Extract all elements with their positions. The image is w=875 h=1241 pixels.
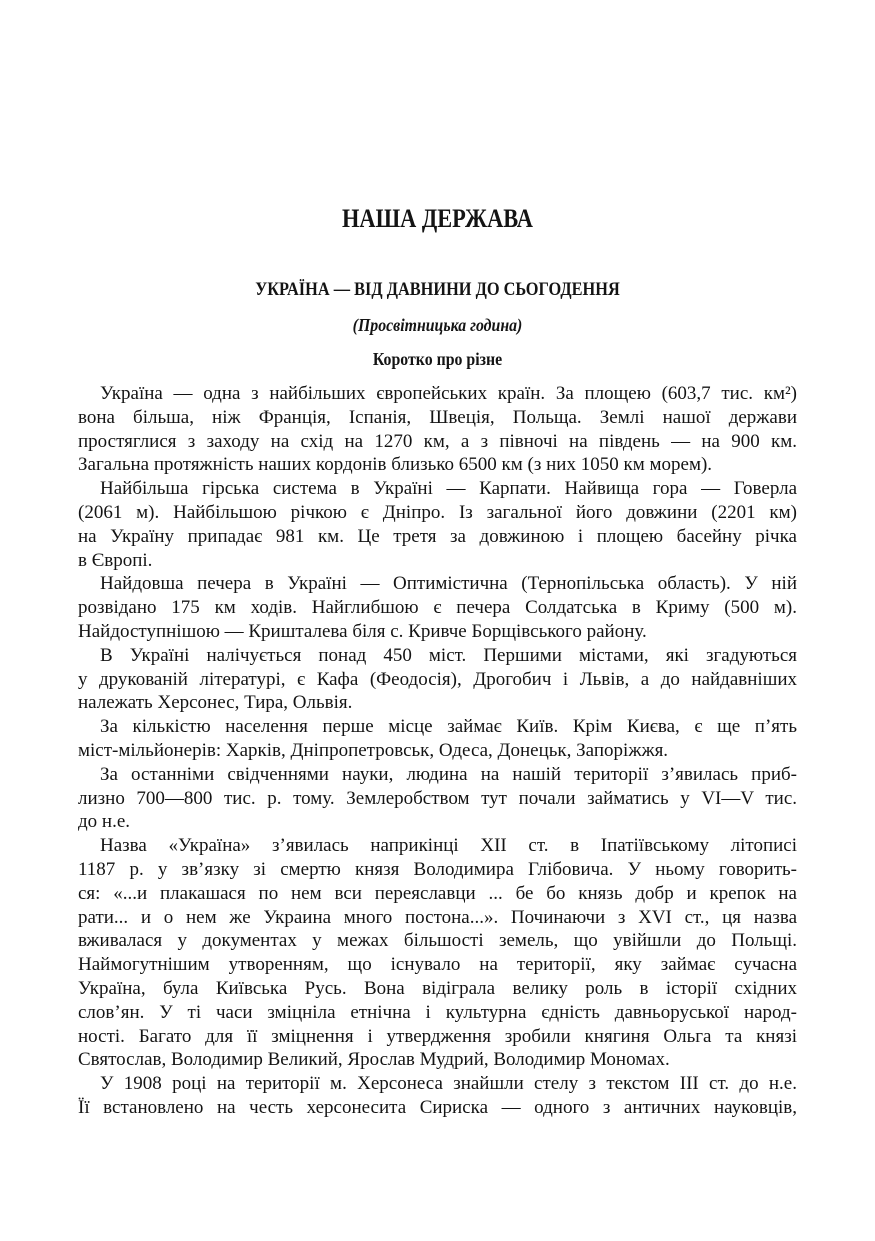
text-line: Україна, була Київська Русь. Вона відіграла велику роль в історії східних — [78, 977, 797, 999]
text-line: В Україні налічується понад 450 міст. Першими містами, які згадуються — [100, 644, 797, 666]
text-line: міст-мільйонерів: Харків, Дніпропетровськ, Одеса, Донецьк, Запоріжжя. — [78, 739, 669, 761]
text-line: Україна — одна з найбільших європейських країн. За площею (603,7 тис. км²) — [100, 383, 797, 404]
text-line: Назва «Україна» з’явилась наприкінці XII ст. в Іпатіївському літописі — [100, 835, 797, 857]
text-line: розвідано 175 км ходів. Найглибшою є печера Солдатська в Криму (500 м). — [78, 597, 797, 619]
text-line: У 1908 році на території м. Херсонеса знайшли стелу з текстом III ст. до н.е. — [100, 1073, 797, 1095]
text-line: Загальна протяжність наших кордонів близько 6500 км (з них 1050 км морем). — [78, 454, 713, 476]
page-title: НАША ДЕРЖАВА — [342, 204, 533, 233]
article-title: УКРАЇНА — ВІД ДАВНИНИ ДО СЬОГОДЕННЯ — [255, 279, 620, 300]
article-genre: (Просвітницька година) — [352, 315, 523, 335]
text-line: Найдоступнішою — Кришталева біля с. Кривче Борщівського району. — [78, 620, 647, 642]
text-line: Її встановлено на честь херсонесита Сириска — одного з античних науковців, — [78, 1096, 797, 1118]
text-line: вона більша, ніж Франція, Іспанія, Швеція, Польща. Землі нашої держави — [78, 406, 797, 428]
text-line: у друкованій літературі, є Кафа (Феодосія), Дрогобич і Львів, а до найдавніших — [78, 668, 797, 690]
text-line: ності. Багато для її зміцнення і утвердження зробили княгиня Ольга та князі — [78, 1025, 797, 1047]
text-line: 1187 р. у зв’язку зі смертю князя Володимира Глібовича. У ньому говорить- — [78, 858, 797, 880]
text-line: в Європі. — [78, 549, 153, 571]
text-line: Святослав, Володимир Великий, Ярослав Мудрий, Володимир Мономах. — [78, 1049, 670, 1071]
body-text — [78, 382, 797, 1120]
text-line: на Україну припадає 981 км. Це третя за довжиною і площею басейну річка — [78, 525, 797, 547]
text-line: ся: «...и плакашася по нем вси переяславци ... бе бо князь добр и крепок на — [78, 882, 797, 904]
text-line: Наймогутнішим утворенням, що існувало на території, яку займає сучасна — [78, 954, 797, 976]
text-line: лизно 700—800 тис. р. тому. Землеробством тут почали займатись у VI—V тис. — [78, 787, 797, 809]
section-heading: Коротко про різне — [372, 349, 503, 369]
text-line: належать Херсонес, Тира, Ольвія. — [78, 692, 353, 714]
text-line: Найбільша гірська система в Україні — Карпати. Найвища гора — Говерла — [100, 478, 797, 500]
text-line: слов’ян. У ті часи зміцніла етнічна і культурна єдність давньоруської народ- — [78, 1001, 797, 1023]
text-line: За останніми свідченнями науки, людина на нашій території з’явилась приб- — [100, 763, 797, 785]
text-line: вживалася у документах у межах більшості земель, що увійшли до Польщі. — [78, 930, 797, 952]
text-line: Найдовша печера в Україні — Оптимістична (Тернопільська область). У ній — [100, 573, 797, 595]
text-line: простяглися з заходу на схід на 1270 км, а з півночі на південь — на 900 км. — [78, 430, 797, 452]
text-line: до н.е. — [78, 811, 131, 833]
text-line: (2061 м). Найбільшою річкою є Дніпро. Із загальної його довжини (2201 км) — [78, 501, 797, 523]
text-line: рати... и о нем же Украина много постона...». Починаючи з XVI ст., ця назва — [78, 906, 797, 928]
text-line: За кількістю населення перше місце займає Київ. Крім Києва, є ще п’ять — [100, 716, 797, 738]
